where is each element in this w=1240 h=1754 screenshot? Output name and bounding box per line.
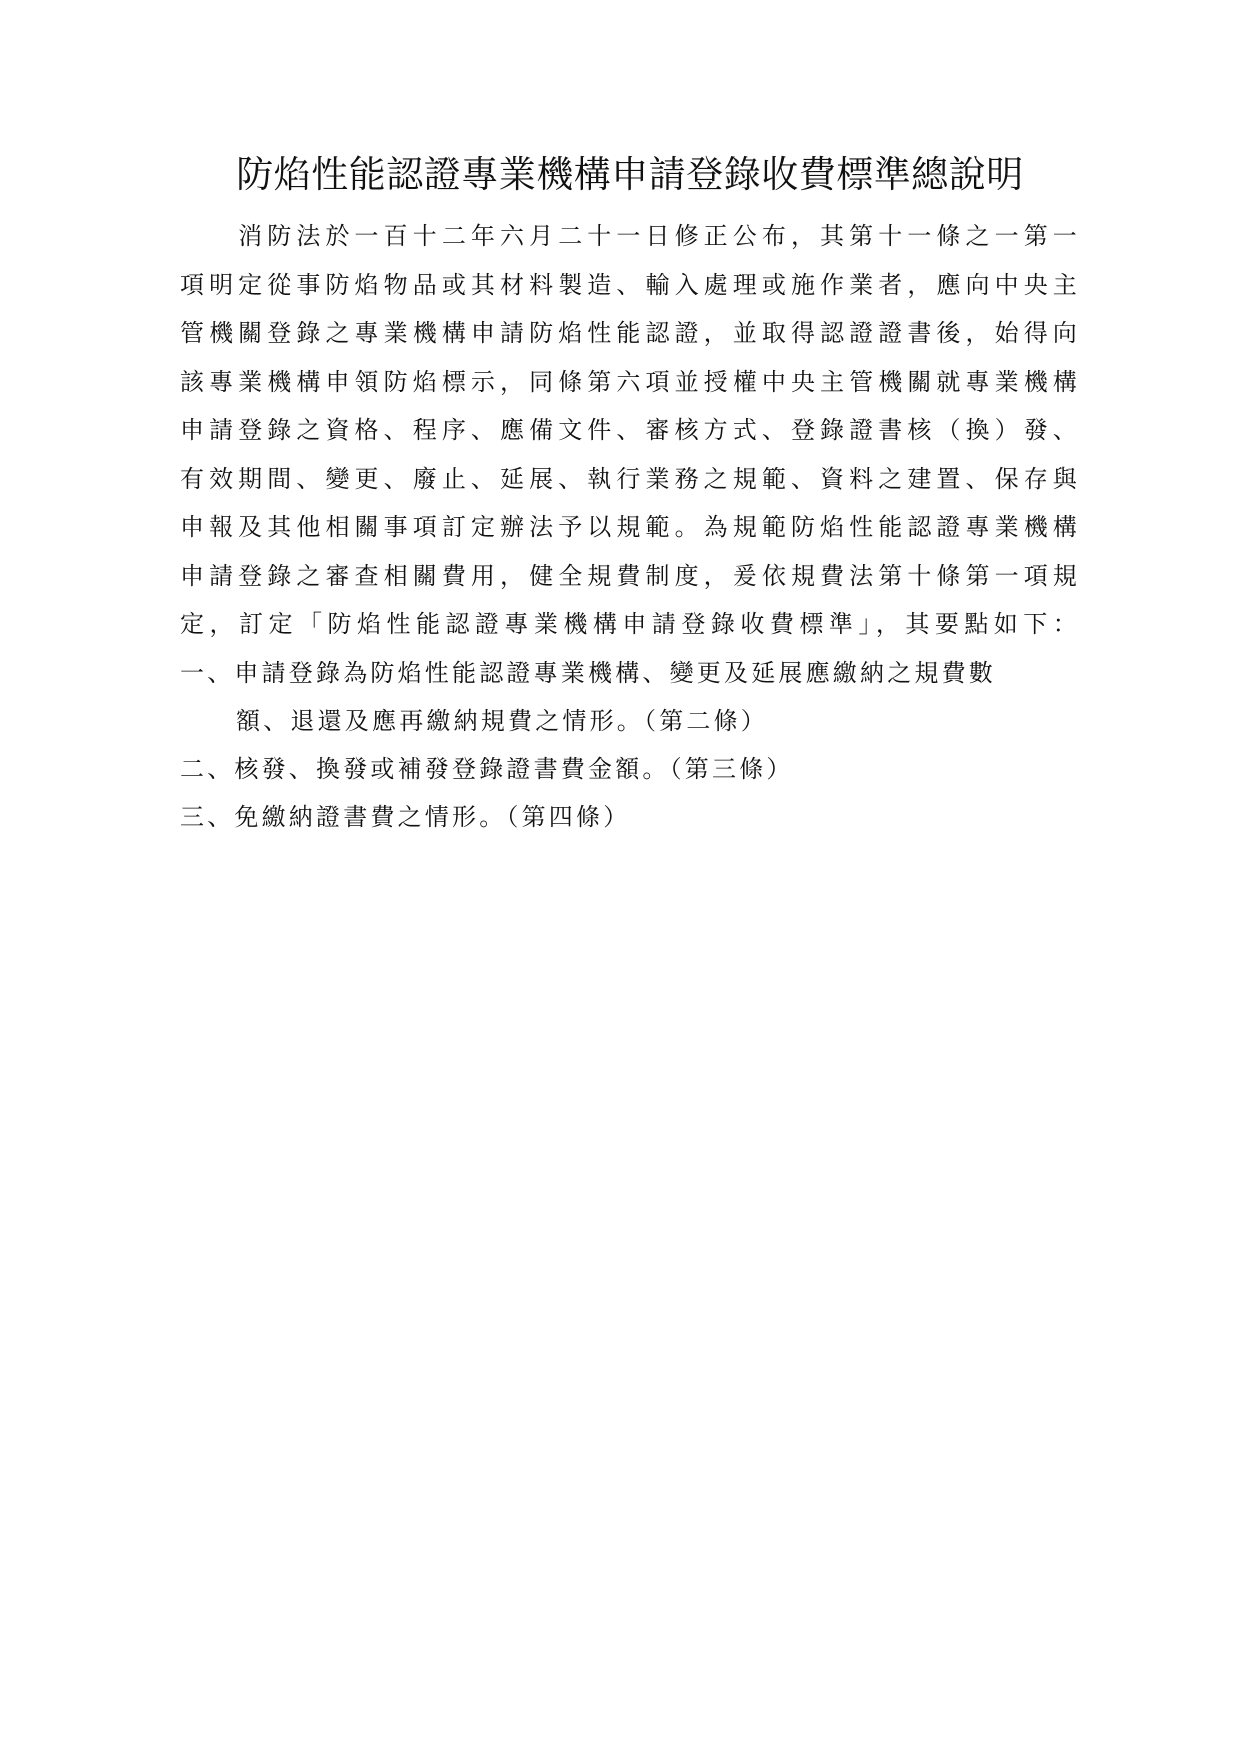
intro-line: 消防法於一百十二年六月二十一日修正公布，其第十一條之一第一 — [180, 222, 1080, 250]
key-point-1: 一、申請登錄為防焰性能認證專業機構、變更及延展應繳納之規費數 — [180, 659, 996, 687]
document-title: 防焰性能認證專業機構申請登錄收費標準總說明 — [236, 153, 1024, 196]
key-point-1-continuation: 額、退還及應再繳納規費之情形。（第二條） — [236, 707, 768, 735]
intro-line: 申請登錄之審查相關費用，健全規費制度，爰依規費法第十條第一項規 — [180, 561, 1080, 590]
intro-line: 該專業機構申領防焰標示，同條第六項並授權中央主管機關就專業機構 — [180, 367, 1080, 396]
intro-line: 申報及其他相關事項訂定辦法予以規範。為規範防焰性能認證專業機構 — [180, 513, 1080, 541]
key-points-list — [180, 649, 1080, 841]
intro-paragraph — [180, 212, 1080, 649]
intro-line: 有效期間、變更、廢止、延展、執行業務之規範、資料之建置、保存與 — [180, 464, 1080, 493]
intro-line: 項明定從事防焰物品或其材料製造、輸入處理或施作業者，應向中央主 — [180, 270, 1080, 299]
intro-line: 定，訂定「防焰性能認證專業機構申請登錄收費標準」，其要點如下： — [180, 610, 1080, 638]
key-point-2: 二、核發、換發或補發登錄證書費金額。（第三條） — [180, 755, 794, 783]
intro-line: 管機關登錄之專業機構申請防焰性能認證，並取得認證證書後，始得向 — [180, 319, 1080, 347]
intro-line: 申請登錄之資格、程序、應備文件、審核方式、登錄證書核（換）發、 — [180, 416, 1080, 444]
key-point-3: 三、免繳納證書費之情形。（第四條） — [180, 803, 631, 831]
